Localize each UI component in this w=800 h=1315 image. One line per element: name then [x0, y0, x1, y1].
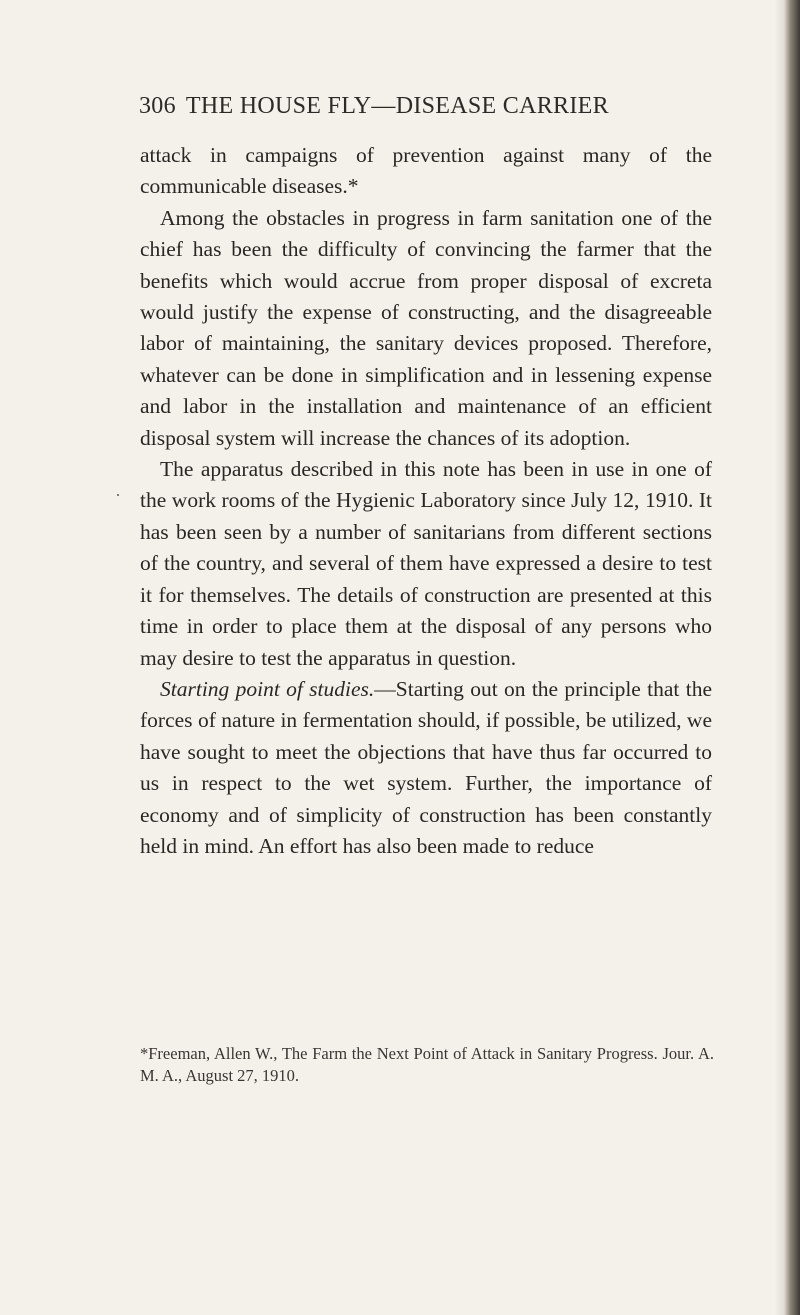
footnote-text: *Freeman, Allen W., The Farm the Next Point of Attack in Sanitary Progress. Jour. A. M. A., August 27, 1910.	[140, 1044, 714, 1085]
page-edge-shadow	[774, 0, 784, 1315]
margin-speck	[117, 494, 119, 496]
header-title: THE HOUSE FLY—DISEASE CARRIER	[185, 93, 609, 119]
section-heading-starting-point: Starting point of studies.	[160, 676, 375, 701]
paragraph-apparatus: The apparatus described in this note has been in use in one of the work rooms of the Hygienic Laboratory since July 12, 1910. It has been seen by a number of sanitarians from different sections of the country, and several of them have expressed a desire to test it for themselves. The details of construction are presented at this time in order to place them at the disposal of any persons who may desire to test the apparatus in question.	[140, 457, 712, 670]
paragraph-starting-point-text: —Starting out on the principle that the forces of nature in fermentation should, if possible, be utilized, we have sought to meet the objections that have thus far occurred to us in respect to the wet system. Further, the importance of economy and of simplicity of construction has been constantly held in mind. An effort has also been made to reduce	[140, 676, 712, 858]
page-number: 306	[139, 93, 176, 119]
paragraph-starting-point	[140, 674, 712, 862]
body-text	[140, 140, 712, 862]
running-head	[139, 93, 609, 120]
paragraph-farm-sanitation: Among the obstacles in progress in farm sanitation one of the chief has been the difficulty of convincing the farmer that the benefits which would accrue from proper disposal of excreta would justify the expense of constructing, and the disagreeable labor of maintaining, the sanitary devices proposed. Therefore, whatever can be done in simplification and in lessening expense and labor in the installation and maintenance of an efficient disposal system will increase the chances of its adoption.	[140, 205, 712, 450]
footnote	[140, 1043, 714, 1087]
paragraph-continuation: attack in campaigns of prevention against many of the communicable diseases.*	[140, 143, 712, 199]
page-edge	[784, 0, 800, 1315]
